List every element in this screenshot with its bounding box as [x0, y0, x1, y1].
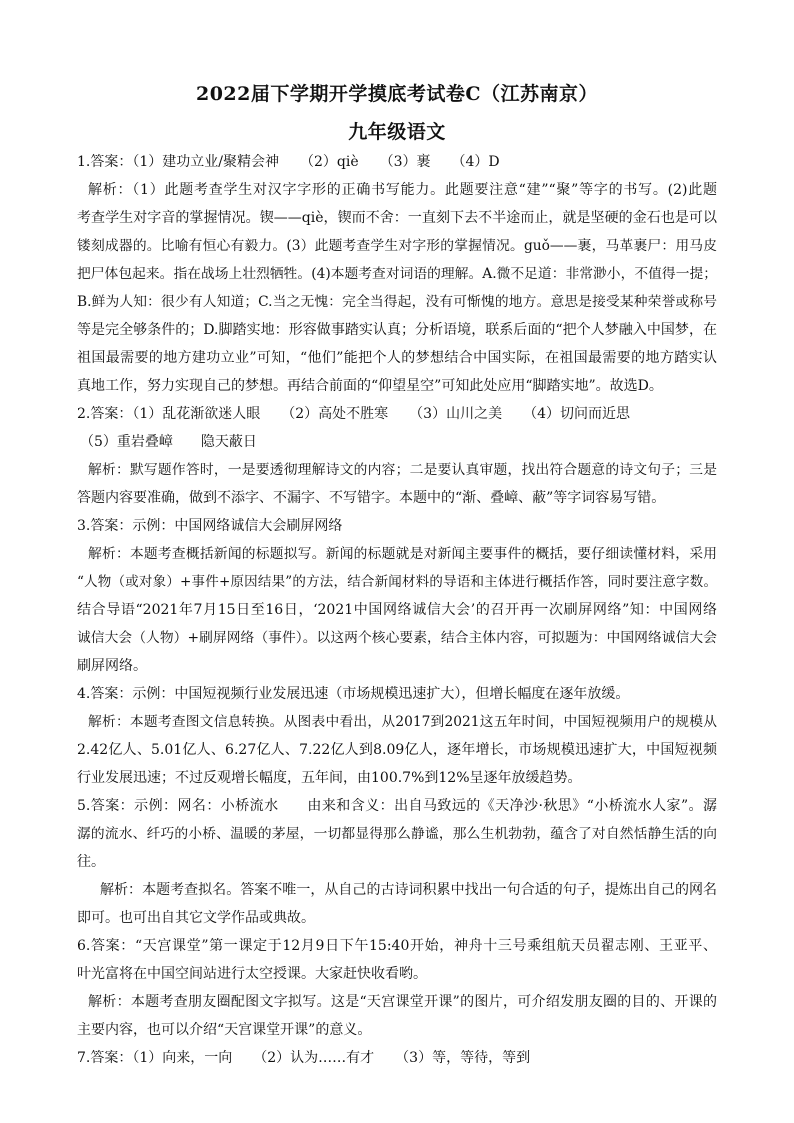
q1-analysis-line: 镂刻成器的。比喻有恒心有毅力。(3）此题考查学生对字形的掌握情况。guǒ——裹，马革裹尸：用马皮 — [77, 238, 717, 254]
q1-analysis-line: 把尸体包起来。指在战场上壮烈牺牲。(4)本题考查对词语的理解。A.微不足道：非常渺小，不值得一提； — [77, 266, 717, 282]
document-subtitle: 九年级语文 — [348, 121, 446, 143]
q1-analysis-line: 考查学生对字音的掌握情况。锲——qiè，锲而不舍：一直刻下去不半途而止，就是坚硬的金石也是可以 — [77, 210, 717, 226]
q5-analysis-line: 即可。也可出自其它文学作品或典故。 — [77, 910, 315, 926]
document-title: 2022届下学期开学摸底考试卷C（江苏南京） — [195, 83, 598, 105]
q2-analysis-line: 解析：默写题作答时，一是要透彻理解诗文的内容；二是要认真审题，找出符合题意的诗文句子；三是 — [88, 462, 717, 478]
q2-answer: 2.答案：（1）乱花渐欲迷人眼 （2）高处不胜寒 （3）山川之美 （4）切问而近思 — [77, 406, 630, 422]
q2-answer-continued: （5）重岩叠嶂 隐天蔽日 — [80, 434, 257, 450]
q3-answer: 3.答案：示例：中国网络诚信大会刷屏网络 — [77, 518, 343, 534]
q6-analysis-line: 解析：本题考查朋友圈配图文字拟写。这是“天宫课堂开课”的图片，可介绍发朋友圈的目的、开课的 — [88, 994, 717, 1010]
q4-answer: 4.答案：示例：中国短视频行业发展迅速（市场规模迅速扩大），但增长幅度在逐年放缓。 — [77, 686, 630, 702]
q3-analysis-line: “人物（或对象）+事件+原因结果”的方法，结合新闻材料的导语和主体进行概括作答，同时要注意字数。 — [77, 574, 717, 590]
q5-answer: 5.答案：示例：网名：小桥流水 由来和含义：出自马致远的《天净沙·秋思》“小桥流水人家”。潺 — [77, 798, 717, 814]
q1-analysis-line: 真地工作，努力实现自己的梦想。再结合前面的“仰望星空”可知此处应用“脚踏实地”。故选D。 — [77, 378, 663, 394]
q1-answer: 1.答案：（1）建功立业/聚精会神 （2）qiè （3）裹 （4）D — [77, 154, 500, 170]
q3-analysis-line: 诚信大会（人物）+刷屏网络（事件）。以这两个核心要素，结合主体内容，可拟题为：中国网络诚信大会 — [77, 630, 717, 646]
q5-answer-continued: 往。 — [77, 854, 105, 870]
q2-analysis-line: 答题内容要准确，做到不添字、不漏字、不写错字。本题中的“渐、叠嶂、蔽”等字词容易写错。 — [77, 490, 666, 506]
q4-analysis-line: 2.42亿人、5.01亿人、6.27亿人、7.22亿人到8.09亿人，逐年增长，市场规模迅速扩大，中国短视频 — [77, 742, 717, 758]
q1-analysis-line: 解析：（1）此题考查学生对汉字字形的正确书写能力。此题要注意“建”“聚”等字的书写。(2)此题 — [88, 182, 717, 198]
q4-analysis-line: 行业发展迅速；不过反观增长幅度，五年间，由100.7%到12%呈逐年放缓趋势。 — [77, 770, 582, 786]
q5-answer-continued: 潺的流水、纤巧的小桥、温暖的茅屋，一切都显得那么静谧，那么生机勃勃，蕴含了对自然恬静生活的向 — [77, 826, 717, 842]
q3-analysis-line: 解析：本题考查概括新闻的标题拟写。新闻的标题就是对新闻主要事件的概括，要仔细读懂材料，采用 — [88, 546, 717, 562]
q1-analysis-line: B.鲜为人知：很少有人知道；C.当之无愧：完全当得起，没有可惭愧的地方。意思是接受某种荣誉或称号 — [77, 294, 717, 310]
q5-analysis-line: 解析：本题考查拟名。答案不唯一，从自己的古诗词积累中找出一句合适的句子，提炼出自己的网名 — [100, 882, 717, 898]
q3-analysis-line: 刷屏网络。 — [77, 658, 147, 674]
q6-answer-continued: 叶光富将在中国空间站进行太空授课。大家赶快收看哟。 — [77, 966, 427, 982]
q1-analysis-line: 等是完全够条件的；D.脚踏实地：形容做事踏实认真；分析语境，联系后面的“把个人梦融入中国梦，在 — [77, 322, 717, 338]
q7-answer: 7.答案：（1）向来，一向 （2）认为……有才 （3）等，等待，等到 — [77, 1050, 531, 1066]
q4-analysis-line: 解析：本题考查图文信息转换。从图表中看出，从2017到2021这五年时间，中国短视频用户的规模从 — [88, 714, 717, 730]
q3-analysis-line: 结合导语“2021年7月15日至16日，‘2021中国网络诚信大会’的召开再一次刷屏网络”知：中国网络 — [77, 602, 717, 618]
q6-analysis-line: 主要内容，也可以介绍“天宫课堂开课”的意义。 — [77, 1022, 372, 1038]
q6-answer: 6.答案：“天宫课堂”第一课定于12月9日下午15:40开始，神舟十三号乘组航天员翟志刚、王亚平、 — [77, 938, 717, 954]
q1-analysis-line: 祖国最需要的地方建功立业”可知，“他们”能把个人的梦想结合中国实际，在祖国最需要的地方踏实认 — [77, 350, 717, 366]
